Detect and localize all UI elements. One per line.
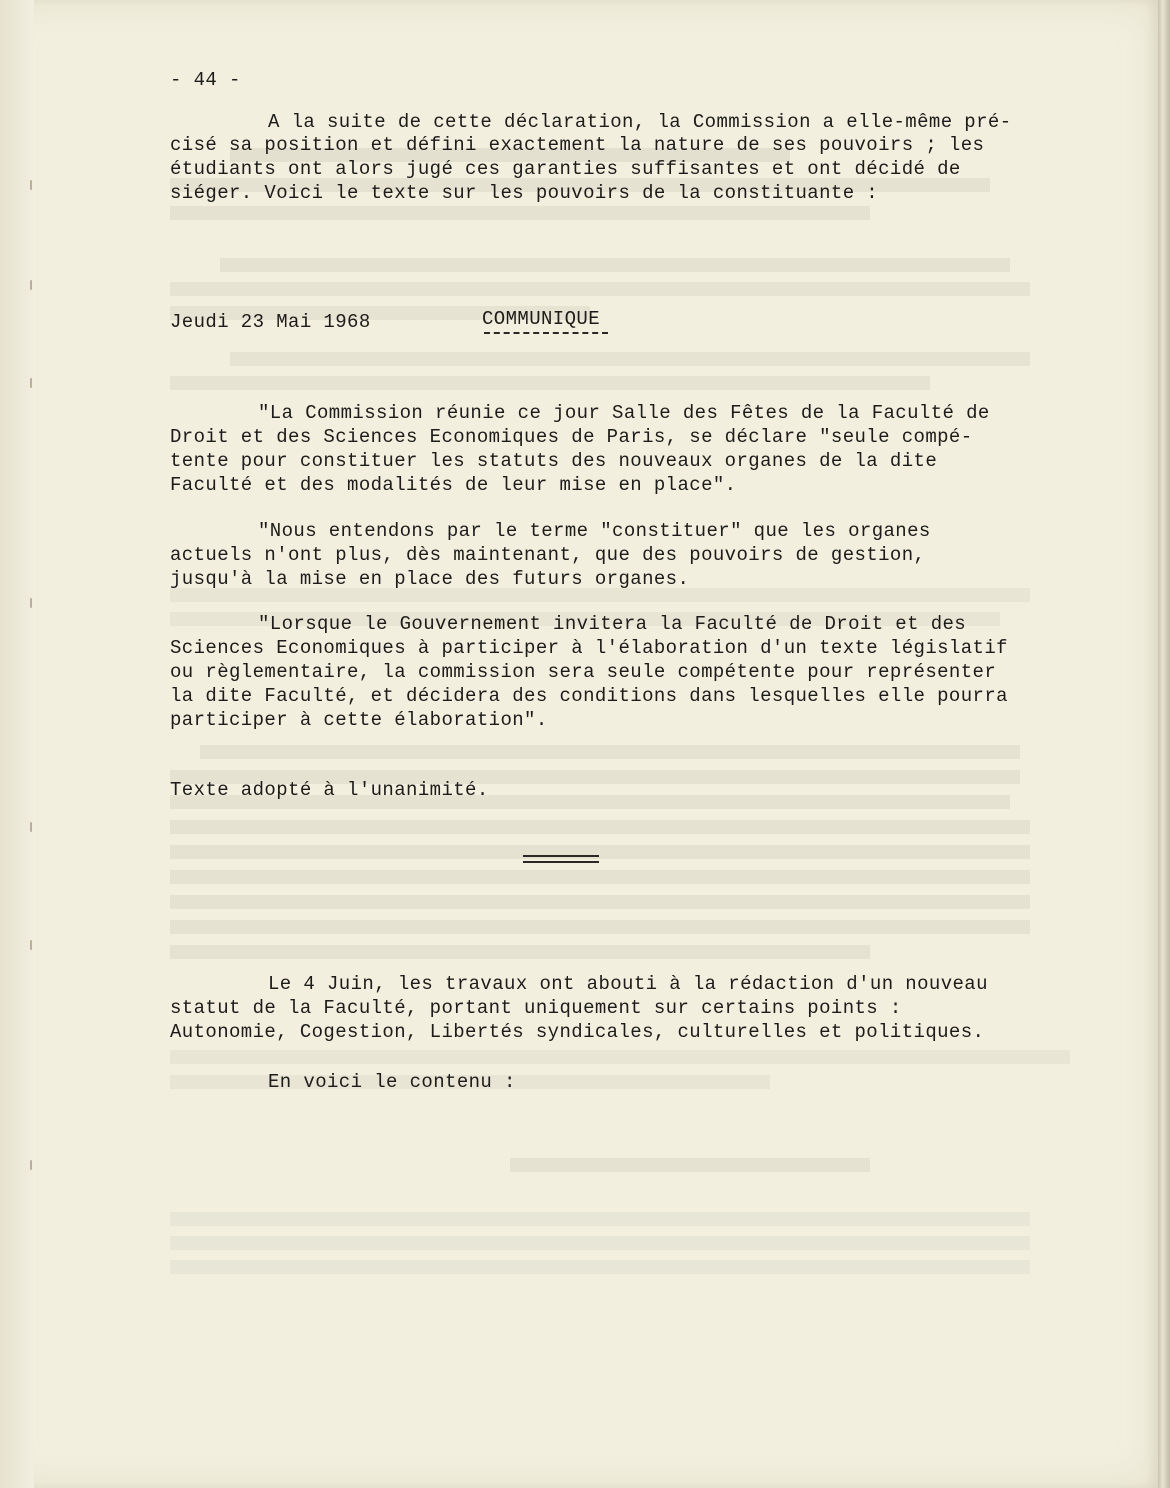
binding-mark [30, 940, 32, 950]
binding-mark [30, 180, 32, 190]
text-line: Sciences Economiques à participer à l'élaboration d'un texte législatif [170, 637, 1008, 659]
contents-intro: En voici le contenu : [268, 1071, 516, 1093]
text-line: actuels n'ont plus, dès maintenant, que des pouvoirs de gestion, [170, 544, 926, 566]
text-line: jusqu'à la mise en place des futurs organes. [170, 568, 690, 590]
text-line: "Nous entendons par le terme "constituer" que les organes [258, 520, 931, 542]
communique-title: COMMUNIQUE [482, 308, 601, 330]
text-line: participer à cette élaboration". [170, 709, 548, 731]
text-line: statut de la Faculté, portant uniquement sur certains points : [170, 997, 902, 1019]
text-line: la dite Faculté, et décidera des conditions dans lesquelles elle pourra [170, 685, 1008, 707]
text-line: étudiants ont alors jugé ces garanties suffisantes et ont décidé de [170, 158, 961, 180]
text-line: Droit et des Sciences Economiques de Paris, se déclare "seule compé- [170, 426, 973, 448]
text-line: tente pour constituer les statuts des nouveaux organes de la dite [170, 450, 938, 472]
text-line: Autonomie, Cogestion, Libertés syndicales, culturelles et politiques. [170, 1021, 985, 1043]
binding-edge [0, 0, 34, 1488]
text-line: A la suite de cette déclaration, la Commission a elle-même pré- [268, 111, 1012, 133]
text-line: ou règlementaire, la commission sera seule compétente pour représenter [170, 661, 997, 683]
title-underline [484, 332, 608, 334]
text-line: cisé sa position et défini exactement la nature de ses pouvoirs ; les [170, 134, 985, 156]
text-line: Le 4 Juin, les travaux ont abouti à la rédaction d'un nouveau [268, 973, 988, 995]
text-line: Faculté et des modalités de leur mise en place". [170, 474, 737, 496]
section-separator [523, 855, 599, 863]
binding-mark [30, 1160, 32, 1170]
binding-mark [30, 598, 32, 608]
communique-date: Jeudi 23 Mai 1968 [170, 311, 371, 333]
page-edge [1158, 0, 1170, 1488]
text-line: "La Commission réunie ce jour Salle des Fêtes de la Faculté de [258, 402, 990, 424]
binding-mark [30, 822, 32, 832]
page-number: - 44 - [170, 69, 241, 91]
binding-mark [30, 378, 32, 388]
adoption-note: Texte adopté à l'unanimité. [170, 779, 489, 801]
binding-mark [30, 280, 32, 290]
text-line: siéger. Voici le texte sur les pouvoirs de la constituante : [170, 182, 879, 204]
text-line: "Lorsque le Gouvernement invitera la Faculté de Droit et des [258, 613, 967, 635]
